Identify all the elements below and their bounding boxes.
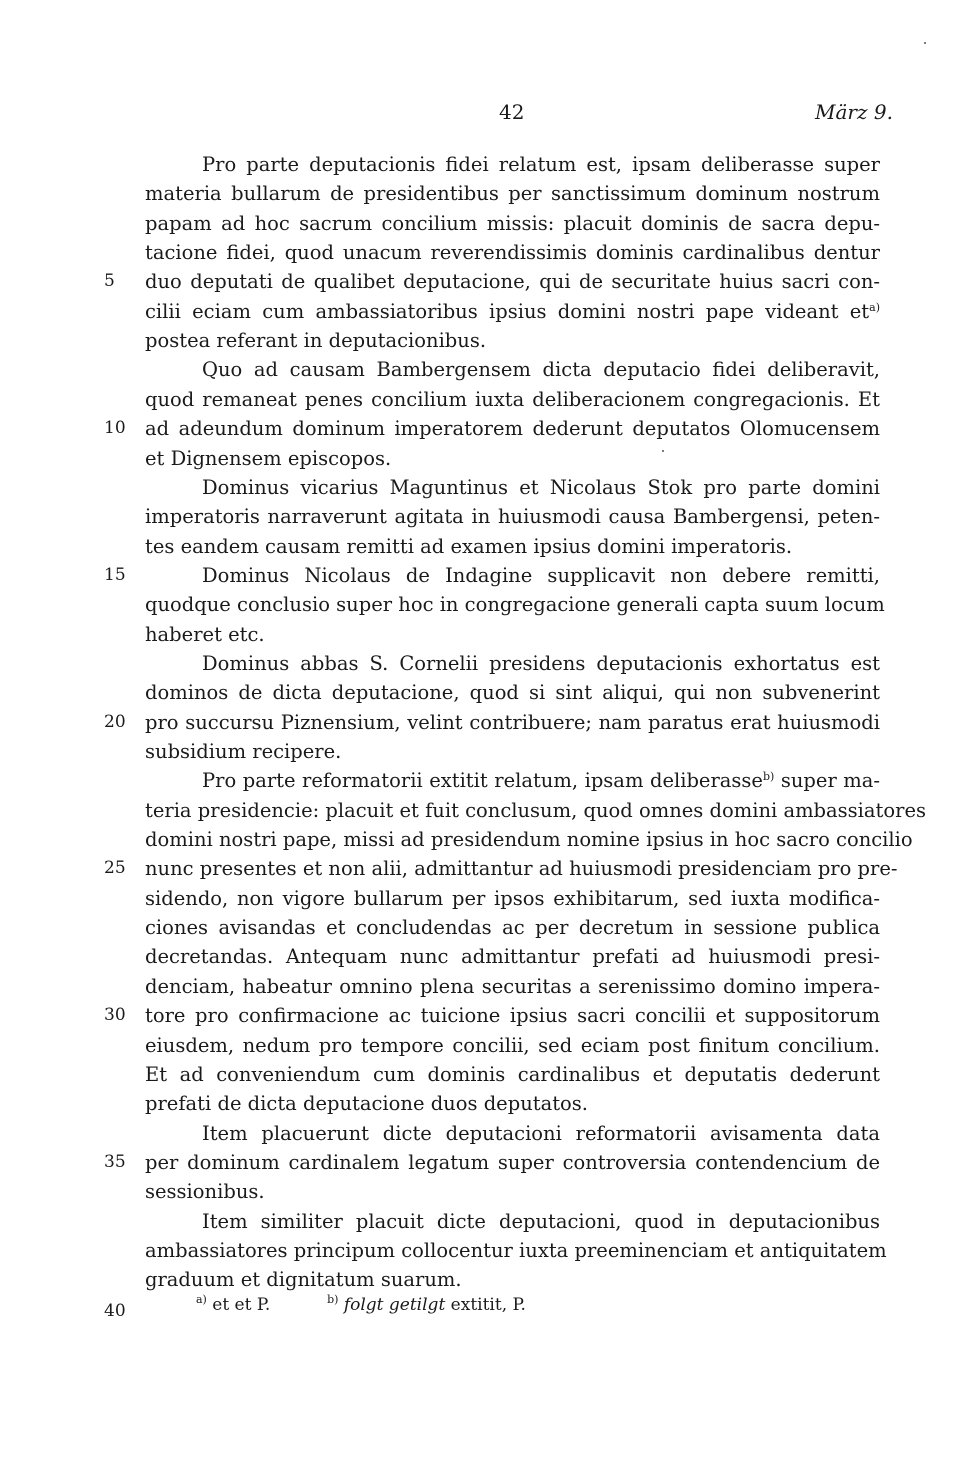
text-line: imperatoris narraverunt agitata in huiusmodi causa Bambergensi, peten-	[145, 505, 880, 528]
text-line: quod remaneat penes concilium iuxta deliberacionem congregacionis. Et	[145, 388, 880, 411]
text-line: papam ad hoc sacrum concilium missis: placuit dominis de sacra depu-	[145, 212, 880, 235]
text-line: Dominus vicarius Maguntinus et Nicolaus Stok pro parte domini	[202, 476, 880, 499]
text-line: sessionibus.	[145, 1180, 265, 1203]
text-line: Et ad conveniendum cum dominis cardinalibus et deputatis dederunt	[145, 1063, 880, 1086]
line-number-35: 35	[104, 1152, 126, 1172]
text-line: Pro parte deputacionis fidei relatum est, ipsam deliberasse super	[202, 153, 880, 176]
line-number-10: 10	[104, 418, 126, 438]
text-line: postea referant in deputacionibus.	[145, 329, 487, 352]
footnotes	[196, 1293, 526, 1317]
scan-speck	[924, 42, 926, 44]
text-line: prefati de dicta deputacione duos deputatos.	[145, 1092, 588, 1115]
text-line: decretandas. Antequam nunc admittantur prefati ad huiusmodi presi-	[145, 945, 880, 968]
text-line: domini nostri pape, missi ad presidendum nomine ipsius in hoc sacro concilio	[145, 828, 913, 851]
text-line: Item placuerunt dicte deputacioni reformatorii avisamenta data	[202, 1122, 880, 1145]
footnote-marker: b)	[762, 770, 775, 783]
footnote-b: $^{b)}$ folgt getilgt extitit, P.	[327, 1293, 526, 1315]
text-line: et Dignensem episcopos.	[145, 447, 392, 470]
footnote-marker: a)	[869, 301, 880, 314]
text-line: ciones avisandas et concludendas ac per decretum in sessione publica	[145, 916, 880, 939]
line-number-5: 5	[104, 271, 115, 291]
text-line: ad adeundum dominum imperatorem dederunt deputatos Olomucensem	[145, 417, 880, 440]
page-number: 42	[499, 100, 525, 124]
text-line: tes eandem causam remitti ad examen ipsius domini imperatoris.	[145, 535, 793, 558]
text-line: teria presidencie: placuit et fuit conclusum, quod omnes domini ambassiatores	[145, 799, 926, 822]
text-line: graduum et dignitatum suarum.	[145, 1268, 462, 1291]
text-line: haberet etc.	[145, 623, 265, 646]
text-line: Dominus abbas S. Cornelii presidens deputacionis exhortatus est	[202, 652, 880, 675]
text-line: per dominum cardinalem legatum super controversia contendencium de	[145, 1151, 880, 1174]
text-line: eiusdem, nedum pro tempore concilii, sed eciam post finitum concilium.	[145, 1034, 880, 1057]
text-line: tacione fidei, quod unacum reverendissimis dominis cardinalibus dentur	[145, 241, 880, 264]
text-line: quodque conclusio super hoc in congregacione generali capta suum locum	[145, 593, 885, 616]
text-line: Pro parte reformatorii extitit relatum, ipsam deliberasse$^{b)}$ super ma-	[202, 769, 881, 792]
text-line: materia bullarum de presidentibus per sanctissimum dominum nostrum	[145, 182, 880, 205]
text-line: subsidium recipere.	[145, 740, 342, 763]
text-line: sidendo, non vigore bullarum per ipsos exhibitarum, sed iuxta modifica-	[145, 887, 880, 910]
running-head: März 9.	[815, 100, 893, 124]
text-line: nunc presentes et non alii, admittantur ad huiusmodi presidenciam pro pre-	[145, 857, 898, 880]
line-number-40: 40	[104, 1301, 126, 1321]
text-line: Quo ad causam Bambergensem dicta deputacio fidei deliberavit,	[202, 358, 880, 381]
footnote-a: $^{a)}$ et et P.	[196, 1293, 271, 1315]
text-line: Item similiter placuit dicte deputacioni, quod in deputacionibus	[202, 1210, 880, 1233]
text-line: Dominus Nicolaus de Indagine supplicavit non debere remitti,	[202, 564, 880, 587]
line-number-15: 15	[104, 565, 126, 585]
text-line: ambassiatores principum collocentur iuxta preeminenciam et antiquitatem	[145, 1239, 887, 1262]
line-number-20: 20	[104, 712, 126, 732]
text-line: dominos de dicta deputacione, quod si sint aliqui, qui non subvenerint	[145, 681, 880, 704]
text-line: duo deputati de qualibet deputacione, qui de securitate huius sacri con-	[145, 270, 880, 293]
text-line: denciam, habeatur omnino plena securitas a serenissimo domino impera-	[145, 975, 880, 998]
text-line: tore pro confirmacione ac tuicione ipsius sacri concilii et suppositorum	[145, 1004, 880, 1027]
line-number-30: 30	[104, 1005, 126, 1025]
text-line: pro succursu Piznensium, velint contribuere; nam paratus erat huiusmodi	[145, 711, 880, 734]
line-number-25: 25	[104, 858, 126, 878]
text-line: cilii eciam cum ambassiatoribus ipsius domini nostri pape videant $et^{a)}$	[145, 300, 880, 323]
scan-speck	[662, 450, 664, 452]
